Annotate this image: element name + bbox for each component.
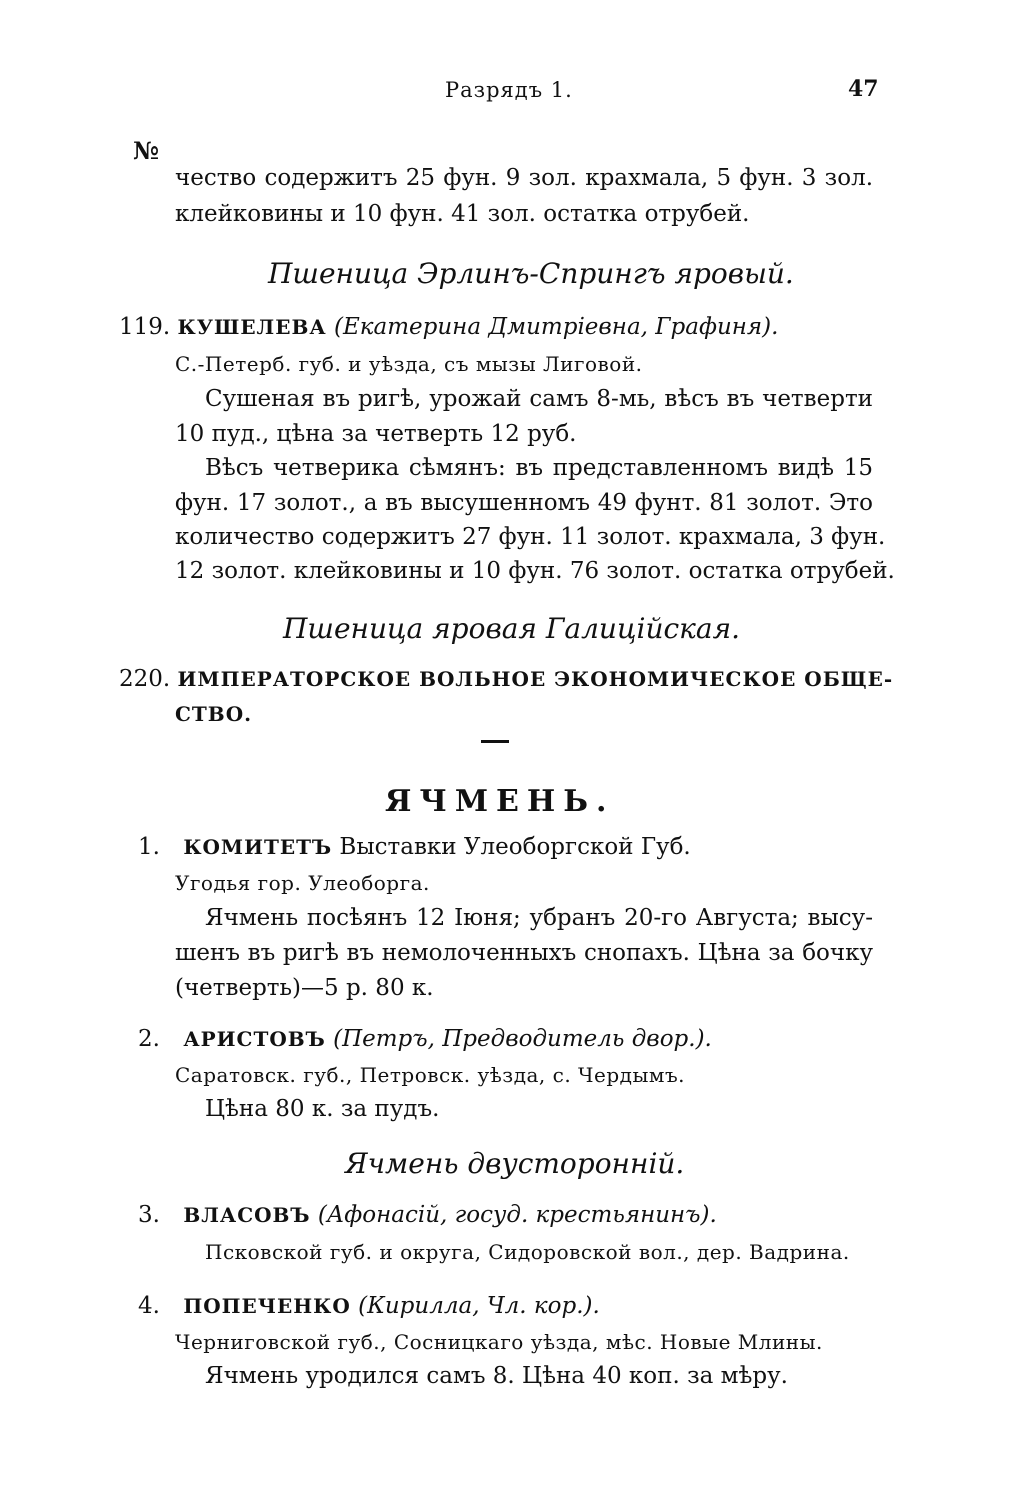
exhibitor-details: (Петръ, Предводитель двор.). [333,1026,712,1052]
entry-1-para-line3: (четверть)—5 р. 80 к. [175,975,434,1001]
page-number: 47 [848,76,879,102]
entry-2 [138,1026,712,1052]
exhibitor-name: АРИСТОВЪ [183,1027,326,1051]
entry-4 [138,1293,600,1319]
exhibitor-details: (Кирилла, Чл. кор.). [358,1293,600,1319]
exhibitor-name: ПОПЕЧЕНКО [183,1294,351,1318]
entry-2-location: Саратовск. губ., Петровск. уѣзда, с. Чердымъ. [175,1063,686,1087]
section-title-barley: ЯЧМЕНЬ. [385,784,615,819]
number-sign: № [133,136,160,165]
exhibitor-details: Выставки Улеоборгской Губ. [339,834,691,860]
entry-3 [138,1202,717,1228]
continuation-line-1: чество содержитъ 25 фун. 9 зол. крахмала, 5 фун. 3 зол. [175,165,873,191]
entry-119-para2-line2: фун. 17 золот., а въ высушенномъ 49 фунт. 81 золот. Это [175,490,873,516]
exhibitor-name: КУШЕЛЕВА [177,315,327,339]
entry-number: 3. [138,1202,160,1228]
entry-119-para1-line1: Сушеная въ ригѣ, урожай самъ 8-мь, вѣсъ въ четверти [205,386,873,412]
entry-2-price: Цѣна 80 к. за пудъ. [205,1096,440,1122]
exhibitor-name: ВЛАСОВЪ [183,1203,311,1227]
entry-1-location: Угодья гор. Улеоборга. [175,871,430,895]
entry-119-para2-line4: 12 золот. клейковины и 10 фун. 76 золот. остатка отрубей. [175,558,895,584]
section-heading-wheat-galician: Пшеница яровая Галицiйская. [283,612,741,645]
entry-1 [138,834,691,860]
entry-1-para-line1: Ячмень посѣянъ 12 Iюня; убранъ 20-го Августа; высу- [205,905,873,931]
entry-number: 119. [119,314,171,340]
entry-220-name-line2: СТВО. [175,702,253,726]
entry-4-price: Ячмень уродился самъ 8. Цѣна 40 коп. за мѣру. [205,1363,788,1389]
entry-119 [119,314,778,340]
entry-number: 1. [138,834,160,860]
exhibitor-name: КОМИТЕТЪ [183,835,333,859]
section-heading-barley-two-sided: Ячмень двусторонній. [345,1147,685,1180]
divider-dash [481,740,509,743]
entry-1-para-line2: шенъ въ ригѣ въ немолоченныхъ снопахъ. Цѣна за бочку [175,940,873,966]
entry-119-para2-line1: Вѣсъ четверика сѣмянъ: въ представленномъ видѣ 15 [205,455,873,481]
section-heading-wheat-erlin: Пшеница Эрлинъ-Спрингъ яровый. [268,257,794,290]
continuation-line-2: клейковины и 10 фун. 41 зол. остатка отрубей. [175,201,750,227]
entry-220 [119,666,893,692]
entry-119-para2-line3: количество содержитъ 27 фун. 11 золот. крахмала, 3 фун. [175,524,886,550]
entry-4-location: Черниговской губ., Сосницкаго уѣзда, мѣс. Новые Млины. [175,1330,823,1354]
entry-number: 2. [138,1026,160,1052]
exhibitor-details: (Екатерина Дмитріевна, Графиня). [334,314,779,340]
entry-number: 4. [138,1293,160,1319]
entry-number: 220. [119,666,171,692]
running-header: Разрядъ 1. [445,78,573,102]
exhibitor-details: (Афонасій, госуд. крестьянинъ). [317,1202,717,1228]
exhibitor-name: ИМПЕРАТОРСКОЕ ВОЛЬНОЕ ЭКОНОМИЧЕСКОЕ ОБЩЕ- [177,667,894,691]
entry-119-location: С.-Петерб. губ. и уѣзда, съ мызы Лиговой. [175,352,643,376]
entry-119-para1-line2: 10 пуд., цѣна за четверть 12 руб. [175,421,577,447]
entry-3-location: Псковской губ. и округа, Сидоровской вол., дер. Вадрина. [205,1240,850,1264]
